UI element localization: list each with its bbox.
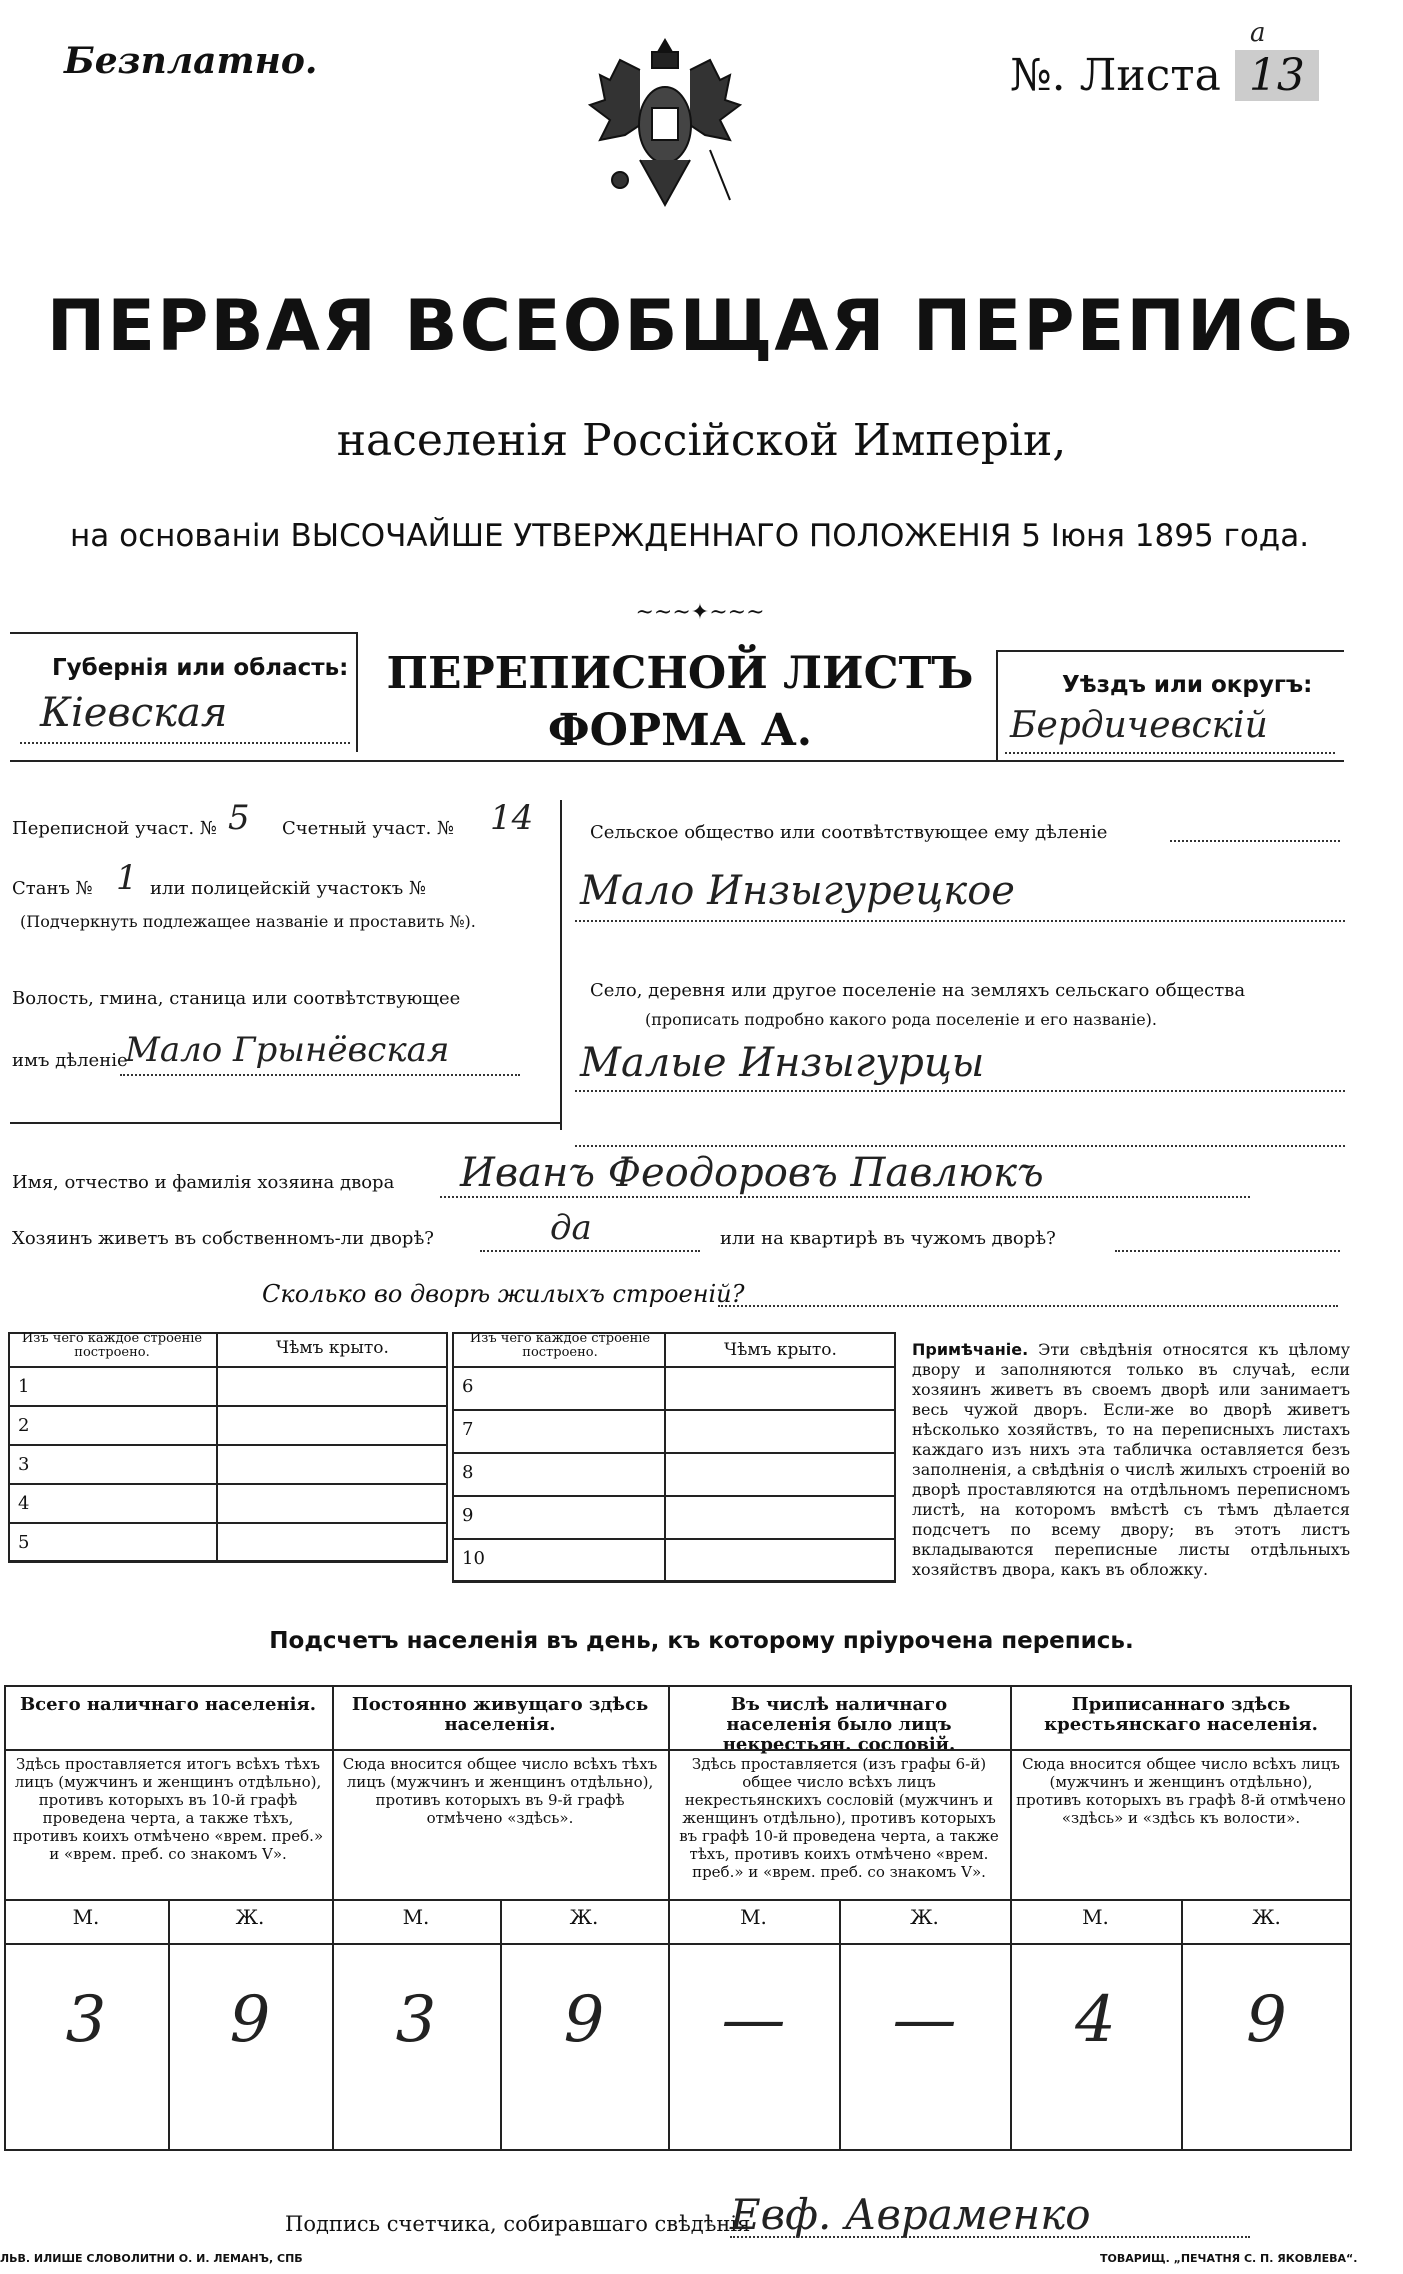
table-row-number: 7: [462, 1419, 474, 1440]
buildings-table-right: [452, 1332, 896, 1582]
table-row-number: 3: [18, 1454, 30, 1475]
page-subtitle: населенія Россійской Имперіи,: [336, 415, 1067, 466]
buildings-right-header-line: [452, 1366, 896, 1368]
buildings-dots: [718, 1305, 1338, 1307]
stan-value: 1: [116, 858, 138, 898]
schetny-label: Счетный участ. №: [282, 818, 455, 839]
female-count: 9: [563, 1983, 605, 2057]
uezd-dots: [1005, 752, 1335, 754]
decree-line: на основаніи ВЫСОЧАЙШЕ УТВЕРЖДЕННАГО ПОЛОЖЕНІЯ 5 Іюня 1895 года.: [70, 518, 1310, 554]
header-left-divider: [356, 632, 358, 752]
page-title: ПЕРВАЯ ВСЕОБЩАЯ ПЕРЕПИСЬ: [46, 285, 1357, 367]
form-letter: ФОРМА А.: [547, 705, 813, 756]
table-row-line: [8, 1405, 448, 1407]
population-col-title: Постоянно живущаго здѣсь населенія.: [351, 1694, 649, 1735]
signature-value: Евф. Авраменко: [730, 2190, 1091, 2239]
society-label: Сельское общество или соотвѣтствующее ему дѣленіе: [590, 822, 1108, 843]
table-row-number: 2: [18, 1415, 30, 1436]
printer-right: ТОВАРИЩ. „ПЕЧАТНЯ С. П. ЯКОВЛЕВА“.: [1100, 2252, 1358, 2265]
owner-name-value: Иванъ Феодоровъ Павлюкъ: [460, 1150, 1044, 1196]
free-stamp: Безплатно.: [64, 40, 318, 82]
selo-dots: [575, 1090, 1345, 1092]
population-col-desc: Сюда вносится общее число всѣхъ тѣхъ лицъ (мужчинъ и женщинъ отдѣльно), противъ которыхъ въ 9-й графѣ отмѣчено «здѣсь».: [342, 1755, 658, 1827]
table-row-line: [452, 1495, 896, 1497]
header-right-divider: [996, 650, 998, 762]
uezd-label: Уѣздъ или округъ:: [1062, 672, 1313, 698]
table-row-line: [8, 1561, 448, 1563]
table-row-line: [452, 1409, 896, 1411]
population-heading: Подсчетъ населенія въ день, къ которому пріурочена перепись.: [269, 1628, 1134, 1654]
header-top-line: [10, 632, 358, 634]
underline-note: (Подчеркнуть подлежащее названіе и проставить №).: [20, 912, 476, 931]
society-dots-top: [1170, 840, 1340, 842]
table-row-number: 9: [462, 1505, 474, 1526]
signature-label: Подпись счетчика, собиравшаго свѣдѣнія: [285, 2212, 751, 2236]
perepisnoy-value: 5: [228, 798, 250, 838]
volost-label-2: имъ дѣленіе: [12, 1050, 128, 1071]
population-title-line: [668, 1749, 1010, 1751]
table-row-line: [8, 1483, 448, 1485]
lives-label: Хозяинъ живетъ въ собственномъ-ли дворѣ?: [12, 1228, 434, 1249]
table-row-number: 5: [18, 1532, 30, 1553]
volost-label: Волость, гмина, станица или соотвѣтствующее: [12, 988, 461, 1009]
male-label: М.: [402, 1905, 430, 1929]
gubernia-label: Губернія или область:: [52, 655, 349, 681]
selo-value: Малые Инзыгурцы: [580, 1040, 985, 1086]
female-label: Ж.: [235, 1905, 265, 1929]
volost-dots: [120, 1074, 520, 1076]
owner-name-label: Имя, отчество и фамилія хозяина двора: [12, 1172, 395, 1193]
table-row-line: [452, 1538, 896, 1540]
selo-note: (прописать подробно какого рода поселеніе и его названіе).: [645, 1010, 1157, 1029]
male-count: 3: [65, 1983, 107, 2057]
table-row-number: 10: [462, 1548, 485, 1569]
fields-center-divider: [560, 800, 562, 1130]
apartment-label: или на квартирѣ въ чужомъ дворѣ?: [720, 1228, 1056, 1249]
population-title-line: [332, 1749, 668, 1751]
table-row-line: [452, 1581, 896, 1583]
population-col-desc: Сюда вносится общее число всѣхъ лицъ (мужчинъ и женщинъ отдѣльно), противъ которыхъ въ графѣ 8-й отмѣчено «здѣсь» и «здѣсь къ волости».: [1016, 1755, 1346, 1827]
male-label: М.: [72, 1905, 100, 1929]
table-row-number: 6: [462, 1376, 474, 1397]
coat-of-arms-icon: [580, 30, 750, 220]
owner-name-dots: [440, 1196, 1250, 1198]
male-count: —: [721, 1983, 786, 2057]
selo-label: Село, деревня или другое поселеніе на земляхъ сельскаго общества: [590, 980, 1246, 1001]
lives-value: да: [550, 1208, 592, 1248]
form-title: ПЕРЕПИСНОЙ ЛИСТЪ: [386, 648, 974, 699]
fields-bottom-line: [10, 1122, 560, 1124]
header-top-line-right: [996, 650, 1344, 652]
population-title-line: [1010, 1749, 1352, 1751]
table-row-line: [452, 1452, 896, 1454]
population-title-line: [4, 1749, 332, 1751]
gubernia-dots: [20, 742, 350, 744]
signature-dots: [730, 2236, 1250, 2238]
population-col-desc: Здѣсь проставляется (изъ графы 6-й) общее число всѣхъ лицъ некрестьянскихъ сословій (мужчинъ и женщинъ отдѣльно), противъ которыхъ въ графѣ 10-й проведена черта, а также тѣхъ, противъ коихъ отмѣчено «врем. преб.» и «врем. преб. со знакомъ V».: [679, 1755, 999, 1881]
population-col-desc: Здѣсь проставляется итогъ всѣхъ тѣхъ лицъ (мужчинъ и женщинъ отдѣльно), противъ которыхъ въ 10-й графѣ проведена черта, а также тѣхъ, противъ коихъ отмѣчено «врем. преб.» и «врем. преб. со знакомъ V».: [12, 1755, 324, 1863]
table-row-number: 8: [462, 1462, 474, 1483]
society-value: Мало Инзыгурецкое: [580, 868, 1015, 914]
printer-left: ЛЬВ. ИЛИШЕ СЛОВОЛИТНИ О. И. ЛЕМАНЪ, СПБ: [0, 2252, 303, 2265]
buildings-question: Сколько во дворѣ жилыхъ строеній?: [262, 1280, 745, 1308]
sheet-number-label: №. Листа 13: [1010, 50, 1319, 101]
gubernia-value: Кіевская: [40, 690, 228, 736]
male-count: 4: [1075, 1983, 1116, 2057]
society-dots: [575, 920, 1345, 922]
buildings-right-col-roof: Чѣмъ крыто.: [724, 1340, 837, 1360]
selo-dots-2: [575, 1145, 1345, 1147]
schetny-value: 14: [490, 798, 534, 838]
sheet-superscript: а: [1250, 18, 1266, 48]
male-count: 3: [395, 1983, 437, 2057]
female-count: —: [892, 1983, 957, 2057]
female-label: Ж.: [910, 1905, 939, 1929]
table-row-number: 1: [18, 1376, 30, 1397]
lives-dots: [480, 1250, 700, 1252]
population-col-title: Въ числѣ наличнаго населенія было лицъ некрестьян. сословій.: [722, 1694, 956, 1755]
buildings-left-header-line: [8, 1366, 448, 1368]
police-label: или полицейскій участокъ №: [150, 878, 427, 899]
sheet-number-value: 13: [1235, 50, 1319, 101]
population-col-title: Всего наличнаго населенія.: [19, 1694, 317, 1715]
buildings-left-col-roof: Чѣмъ крыто.: [276, 1338, 389, 1358]
table-row-line: [8, 1444, 448, 1446]
note-label: Примѣчаніе.: [912, 1340, 1029, 1359]
male-label: М.: [1082, 1905, 1109, 1929]
uezd-value: Бердичевскій: [1010, 705, 1268, 746]
table-row-number: 4: [18, 1493, 30, 1514]
population-col-title: Приписаннаго здѣсь крестьянскаго населенія.: [1044, 1694, 1318, 1735]
note-block: [912, 1340, 1350, 1580]
female-label: Ж.: [1252, 1905, 1281, 1929]
buildings-right-col-divider: [664, 1332, 666, 1582]
volost-value: Мало Грынёвская: [125, 1030, 450, 1070]
buildings-right-col-material: Изъ чего каждое строеніе построено.: [469, 1331, 651, 1360]
female-count: 9: [229, 1983, 271, 2057]
stan-label: Станъ №: [12, 878, 93, 899]
buildings-left-col-material: Изъ чего каждое строеніе построено.: [21, 1331, 203, 1360]
female-label: Ж.: [569, 1905, 599, 1929]
male-label: М.: [740, 1905, 767, 1929]
table-row-line: [8, 1522, 448, 1524]
header-bottom-line: [10, 760, 1344, 762]
ornament-divider: ~~~✦~~~: [635, 600, 765, 625]
apartment-dots: [1115, 1250, 1340, 1252]
note-text: Эти свѣдѣнія относятся къ цѣлому двору и заполняются только въ случаѣ, если хозяинъ живетъ въ своемъ дворѣ или занимаетъ весь чужой дворъ. Если-же во дворѣ живетъ нѣсколько хозяйствъ, то на переписныхъ листахъ каждаго изъ нихъ эта табличка оставляется безъ заполненія, а свѣдѣнія о числѣ жилыхъ строеній во дворѣ проставляются на отдѣльномъ переписномъ листѣ, на которомъ вмѣстѣ съ тѣмъ дѣлается подсчетъ по всему двору; въ этотъ листъ вкладываются переписные листы отдѣльныхъ хозяйствъ двора, какъ въ обложку.: [912, 1340, 1350, 1579]
perepisnoy-label: Переписной участ. №: [12, 818, 217, 839]
female-count: 9: [1246, 1983, 1287, 2057]
